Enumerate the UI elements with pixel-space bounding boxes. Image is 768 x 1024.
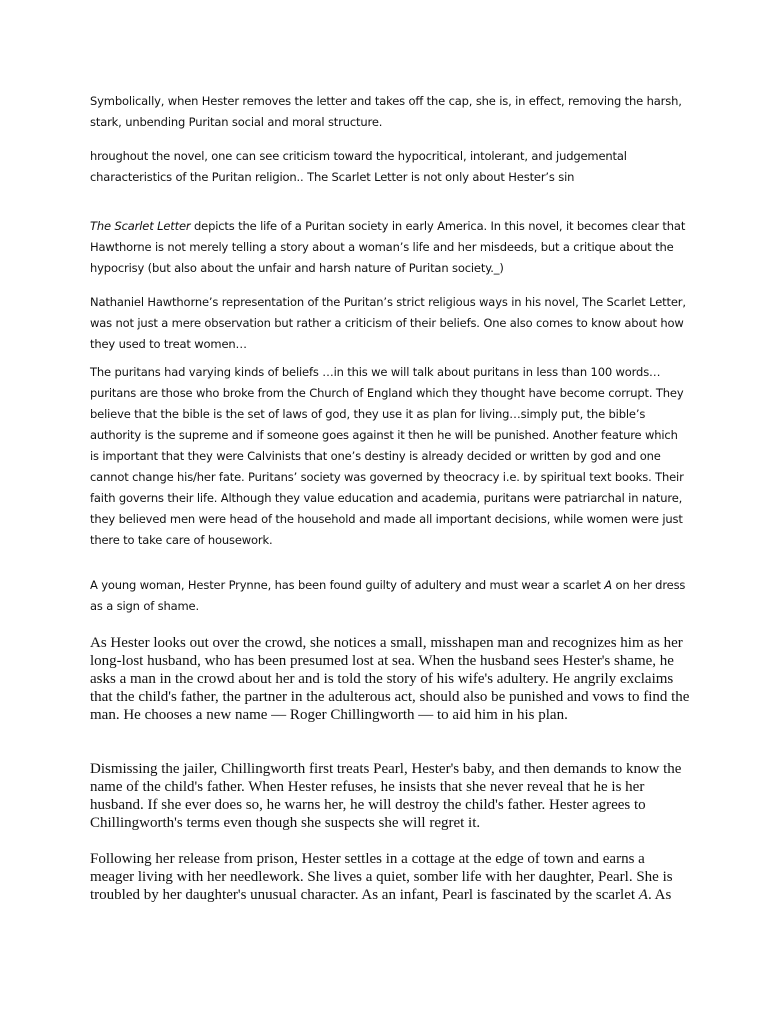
paragraph-text: depicts the life of a Puritan society in early America. In this novel, it becomes clear that Hawthorne is not merely telling a story about a woman’s life and her misdeeds, but a critique about the hypocrisy (but also about the unfair and harsh nature of Puritan society._)	[90, 219, 686, 275]
paragraph-text: Symbolically, when Hester removes the letter and takes off the cap, she is, in effect, removing the harsh, stark, unbending Puritan social and moral structure.	[90, 94, 682, 129]
paragraph-crowd	[90, 634, 690, 724]
scarlet-letter-italic: A	[638, 887, 648, 903]
paragraph-representation	[90, 292, 690, 355]
paragraph-release	[90, 850, 690, 904]
paragraph-puritan-beliefs	[90, 362, 690, 551]
paragraph-symbolism	[90, 91, 690, 133]
paragraph-text: Following her release from prison, Hester settles in a cottage at the edge of town and earns a meager living with her needlework. She lives a quiet, somber life with her daughter, Pearl. She is troubled by her daughter's unusual character. As an infant, Pearl is fascinated by the scarlet	[90, 851, 673, 903]
paragraph-text: Dismissing the jailer, Chillingworth first treats Pearl, Hester's baby, and then demands to know the name of the child's father. When Hester refuses, he insists that she never reveal that he is her husband. If she ever does so, he warns her, he will destroy the child's father. Hester agrees to Chillingworth's terms even though she suspects she will regret it.	[90, 761, 682, 831]
paragraph-text: A young woman, Hester Prynne, has been found guilty of adultery and must wear a scarlet	[90, 578, 605, 592]
paragraph-hester-intro	[90, 575, 690, 617]
paragraph-text: As Hester looks out over the crowd, she notices a small, misshapen man and recognizes him as her long-lost husband, who has been presumed lost at sea. When the husband sees Hester's shame, he asks a man in the crowd about her and is told the story of his wife's adultery. He angrily exclaims that the child's father, the partner in the adulterous act, should also be punished and vows to find the man. He chooses a new name — Roger Chillingworth — to aid him in his plan.	[90, 635, 690, 723]
paragraph-text: on her dress as a sign of shame.	[90, 578, 686, 613]
paragraph-text: The puritans had varying kinds of beliefs …in this we will talk about puritans in less than 100 words…puritans are those who broke from the Church of England which they thought have become corrupt. They believe that the bible is the set of laws of god, they use it as plan for living…simply put, the bible’s authority is the supreme and if someone goes against it then he will be punished. Another feature which is important that they were Calvinists that one’s destiny is already decided or written by god and one cannot change his/her fate. Puritans’ society was governed by theocracy i.e. by spiritual text books. Their faith governs their life. Although they value education and academia, puritans were patriarchal in nature, they believed men were head of the household and made all important decisions, while women were just there to take care of housework.	[90, 365, 684, 547]
paragraph-jailer	[90, 760, 690, 832]
paragraph-text: . As	[647, 887, 672, 903]
paragraph-text: hroughout the novel, one can see criticism toward the hypocritical, intolerant, and judgemental characteristics of the Puritan religion.. The Scarlet Letter is not only about Hester’s sin	[90, 149, 627, 184]
paragraph-text: Nathaniel Hawthorne’s representation of the Puritan’s strict religious ways in his novel, The Scarlet Letter, was not just a mere observation but rather a criticism of their beliefs. One also comes to know about how they used to treat women…	[90, 295, 686, 351]
paragraph-depiction	[90, 216, 690, 279]
scarlet-letter-italic: A	[604, 578, 612, 592]
paragraph-criticism	[90, 146, 690, 188]
book-title-italic: The Scarlet Letter	[90, 219, 191, 233]
